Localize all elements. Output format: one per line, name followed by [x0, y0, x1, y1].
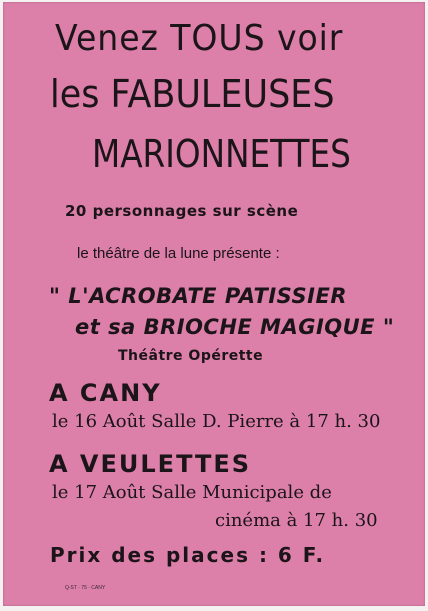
subtitle: 20 personnages sur scène [65, 202, 299, 220]
show-genre: Théâtre Opérette [118, 348, 264, 364]
presents-line: le théâtre de la lune présente : [77, 245, 280, 262]
show-title-line-2: et sa BRIOCHE MAGIQUE " [75, 315, 395, 339]
venue-town-veulettes: A VEULETTES [49, 450, 252, 478]
venue-details-veulettes-line-1: le 17 Août Salle Municipale de [52, 482, 332, 503]
poster [3, 2, 425, 606]
printer-mark: Q-ST · 75 · CANY [65, 585, 106, 591]
headline-line-2: les FABULEUSES [50, 72, 335, 116]
venue-details-cany: le 16 Août Salle D. Pierre à 17 h. 30 [52, 411, 381, 432]
price: Prix des places : 6 F. [50, 543, 326, 567]
show-title-line-1: " L'ACROBATE PATISSIER [49, 284, 348, 308]
venue-details-veulettes-line-2: cinéma à 17 h. 30 [215, 510, 378, 531]
headline-line-3: MARIONNETTES [92, 132, 351, 176]
headline-line-1: Venez TOUS voir [55, 18, 344, 59]
venue-town-cany: A CANY [49, 379, 162, 407]
